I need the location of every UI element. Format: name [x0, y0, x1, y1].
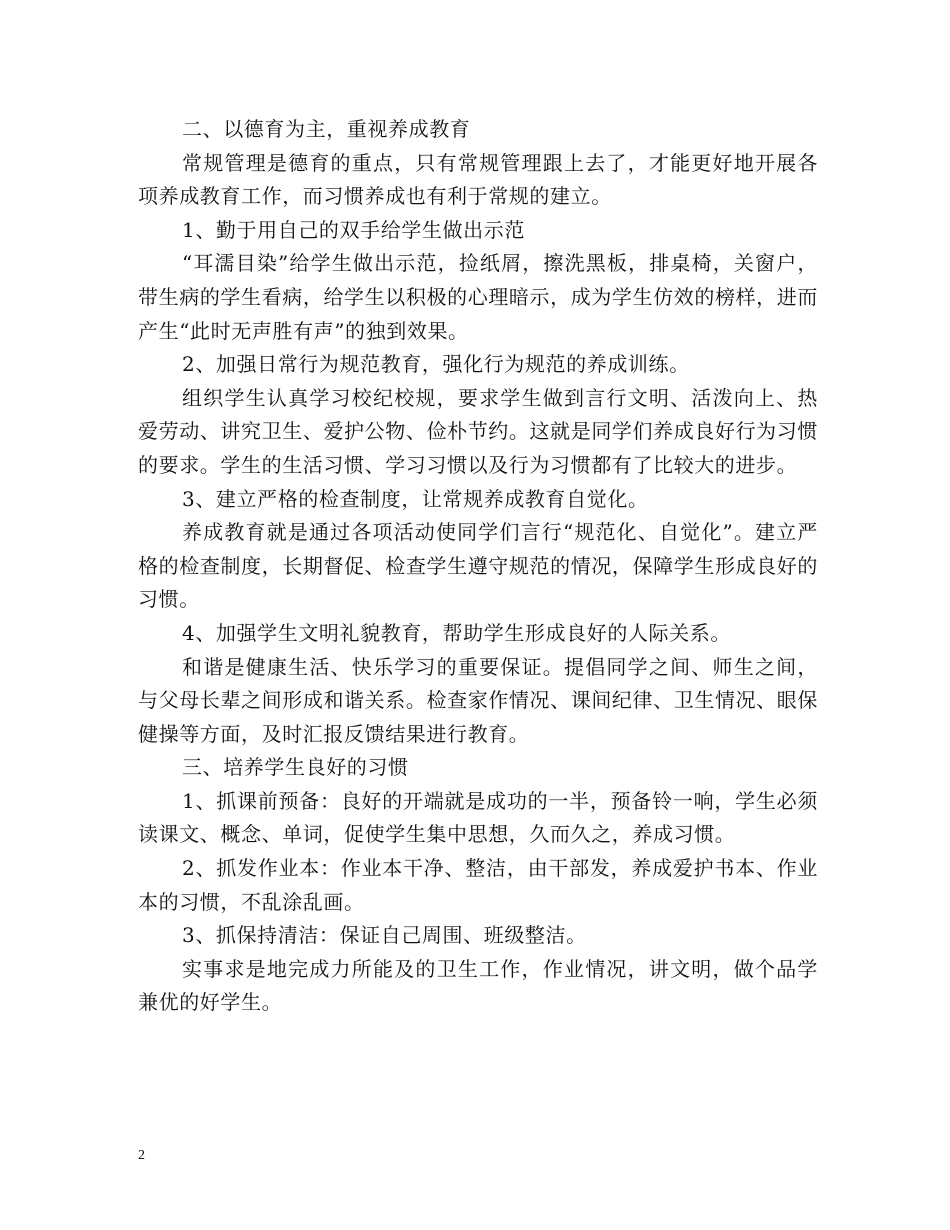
paragraph: 组织学生认真学习校纪校规，要求学生做到言行文明、活泼向上、热爱劳动、讲究卫生、爱护公物、俭朴节约。这就是同学们养成良好行为习惯的要求。学生的生活习惯、学习习惯以及行为习惯都有了比较大的进步。	[138, 385, 818, 477]
list-item: 3、抓保持清洁：保证自己周围、班级整洁。	[182, 923, 587, 948]
paragraph: 养成教育就是通过各项活动使同学们言行“规范化、自觉化”。建立严格的检查制度，长期督促、检查学生遵守规范的情况，保障学生形成良好的习惯。	[138, 520, 818, 612]
subheading-2: 2、加强日常行为规范教育，强化行为规范的养成训练。	[182, 352, 690, 377]
subheading-1: 1、勤于用自己的双手给学生做出示范	[182, 217, 525, 242]
paragraph: 和谐是健康生活、快乐学习的重要保证。提倡同学之间、师生之间，与父母长辈之间形成和谐关系。检查家作情况、课间纪律、卫生情况、眼保健操等方面，及时汇报反馈结果进行教育。	[138, 654, 818, 746]
section-heading-good-habits: 三、培养学生良好的习惯	[182, 755, 409, 780]
paragraph: 常规管理是德育的重点，只有常规管理跟上去了，才能更好地开展各项养成教育工作，而习惯养成也有利于常规的建立。	[138, 150, 818, 209]
paragraph: “耳濡目染”给学生做出示范，捡纸屑，擦洗黑板，排桌椅，关窗户，带生病的学生看病，给学生以积极的心理暗示，成为学生仿效的榜样，进而产生“此时无声胜有声”的独到效果。	[138, 251, 818, 343]
list-item: 2、抓发作业本：作业本干净、整洁，由干部发，养成爱护书本、作业本的习惯，不乱涂乱画。	[138, 856, 818, 914]
document-body	[138, 113, 818, 1020]
page-number: 2	[138, 1148, 145, 1163]
list-item: 1、抓课前预备：良好的开端就是成功的一半，预备铃一响，学生必须读课文、概念、单词，促使学生集中思想，久而久之，养成习惯。	[138, 788, 818, 847]
subheading-3: 3、建立严格的检查制度，让常规养成教育自觉化。	[182, 486, 649, 511]
section-heading-moral-education: 二、以德育为主，重视养成教育	[182, 117, 471, 141]
paragraph: 实事求是地完成力所能及的卫生工作，作业情况，讲文明，做个品学兼优的好学生。	[138, 956, 818, 1015]
subheading-4: 4、加强学生文明礼貌教育，帮助学生形成良好的人际关系。	[182, 620, 731, 645]
